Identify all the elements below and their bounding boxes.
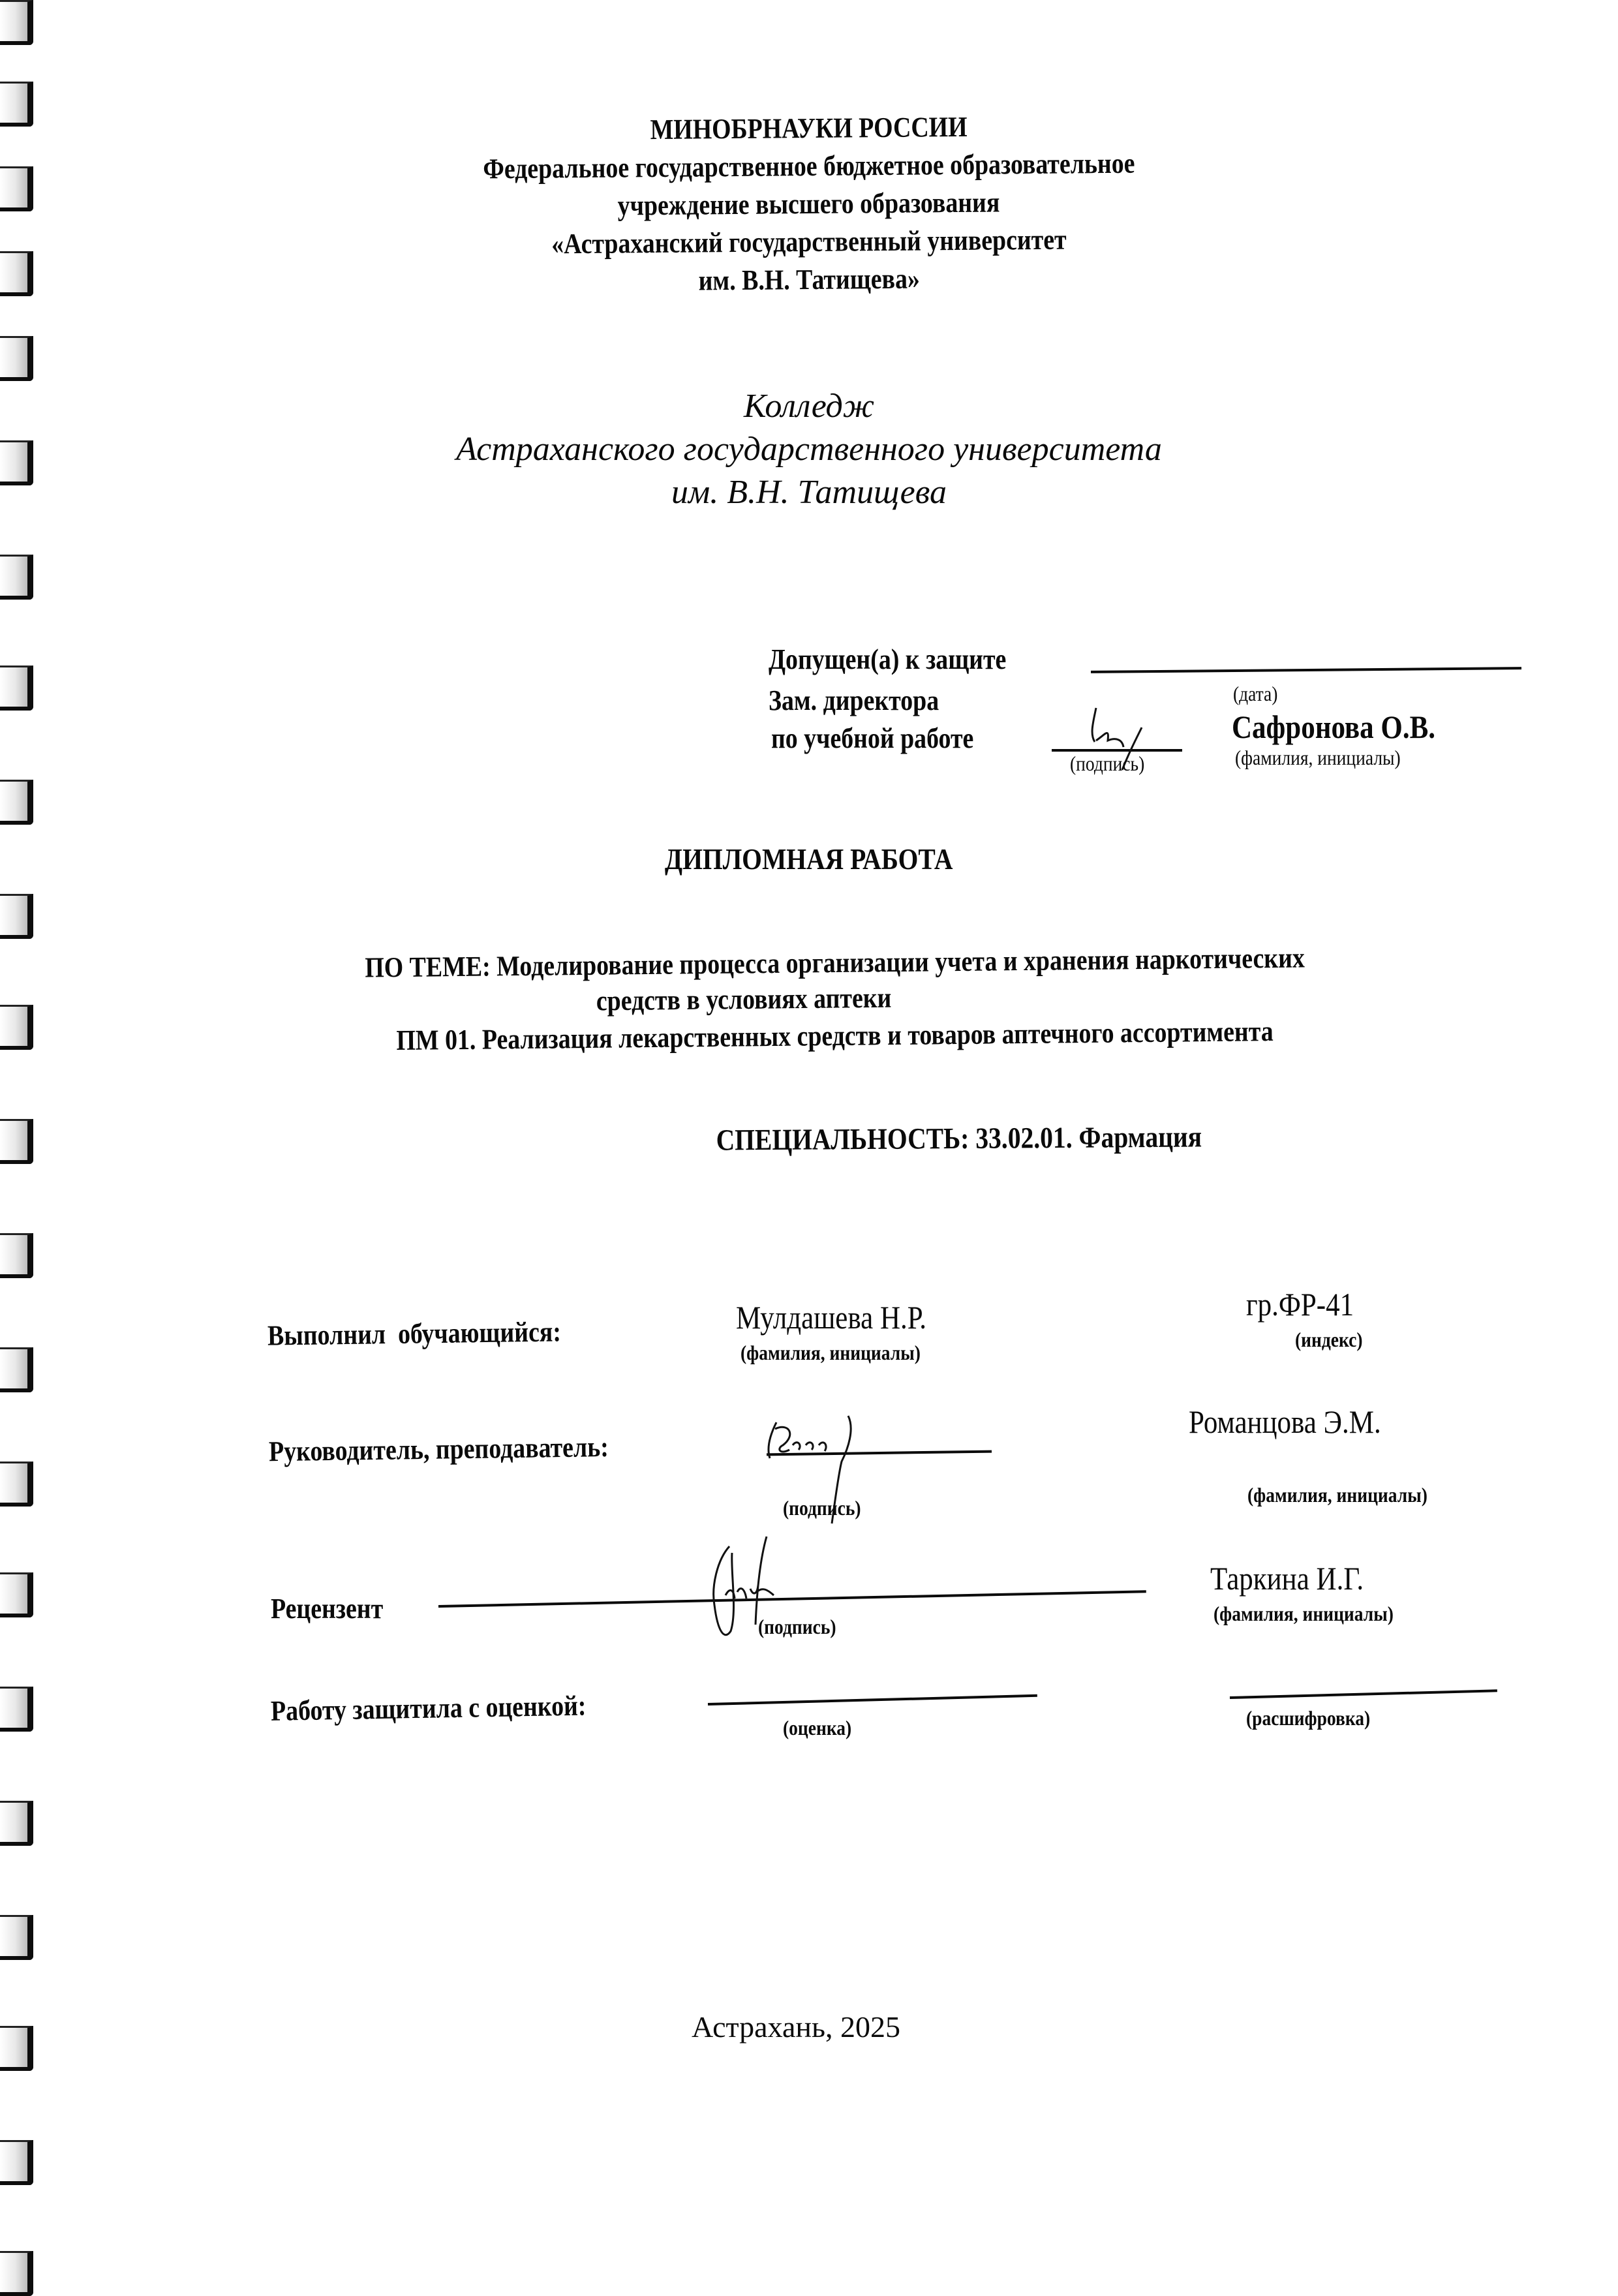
deputy-name-caption: (фамилия, инициалы) [1235,746,1401,769]
admitted-label: Допущен(а) к защите [769,643,1007,675]
college-eponym: им. В.Н. Татищева [671,474,947,511]
date-caption: (дата) [1233,682,1278,705]
student-name-caption: (фамилия, инициалы) [740,1341,921,1364]
binding-ring [0,1233,33,1278]
deputy-signature-caption: (подпись) [1070,752,1145,775]
student-label: Выполнил обучающийся: [267,1315,562,1352]
binding-ring [0,780,33,825]
supervisor-name: Романцова Э.М. [1189,1403,1381,1440]
city-year: Астрахань, 2025 [692,2010,900,2043]
binding-ring [0,555,33,600]
binding-ring [0,894,33,939]
student-name: Мулдашева Н.Р. [736,1299,927,1336]
ministry-name: МИНОБРНАУКИ РОССИИ [650,110,968,146]
binding-ring [0,2251,33,2296]
topic-block [0,941,1618,1057]
university-name: «Астраханский государственный университет [551,223,1067,260]
binding-ring [0,1687,33,1732]
grade-caption: (оценка) [783,1716,852,1739]
college-block [0,385,1618,514]
grade-line[interactable] [708,1694,1037,1706]
supervisor-name-caption: (фамилия, инициалы) [1247,1483,1427,1507]
institution-type-line-2: учреждение высшего образования [617,186,1001,222]
supervisor-signature-caption: (подпись) [783,1496,861,1520]
binding-ring [0,1915,33,1960]
topic-line-1: ПО ТЕМЕ: Моделирование процесса организации учета и хранения наркотических [365,941,1305,984]
reviewer-name: Таркина И.Г. [1210,1560,1364,1597]
reviewer-signature-line[interactable] [438,1590,1146,1608]
document-type: ДИПЛОМНАЯ РАБОТА [665,842,953,876]
college-university: Астраханского государственного университета [456,431,1162,468]
binding-ring [0,666,33,711]
student-group: гр.ФР-41 [1246,1286,1354,1323]
specialty: СПЕЦИАЛЬНОСТЬ: 33.02.01. Фармация [716,1120,1202,1157]
admission-date-line[interactable] [1091,667,1521,673]
binding-ring [0,1119,33,1164]
binding-ring [0,1462,33,1507]
institution-type-line-1: Федеральное государственное бюджетное образовательное [483,147,1135,185]
binding-ring [0,2140,33,2185]
reviewer-name-caption: (фамилия, инициалы) [1214,1602,1394,1625]
university-eponym: им. В.Н. Татищева» [698,262,920,297]
binding-ring [0,1801,33,1846]
grade-label: Работу защитила с оценкой: [270,1689,587,1727]
deputy-name: Сафронова О.В. [1232,709,1436,745]
binding-ring [0,1572,33,1617]
binding-ring [0,1347,33,1392]
binding-ring [0,0,33,45]
reviewer-label: Рецензент [271,1593,384,1625]
supervisor-label: Руководитель, преподаватель: [268,1430,609,1468]
student-group-caption: (индекс) [1295,1328,1363,1351]
deputy-label-1: Зам. директора [769,684,939,716]
deputy-label-2: по учебной работе [771,722,974,754]
reviewer-signature-caption: (подпись) [758,1615,836,1638]
binding-ring [0,336,33,381]
module-line: ПМ 01. Реализация лекарственных средств и товаров аптечного ассортимента [396,1015,1274,1057]
grade-decoding-caption: (расшифровка) [1246,1706,1371,1730]
grade-decoding-line[interactable] [1230,1689,1497,1699]
topic-line-2: средств в условиях аптеки [596,981,892,1017]
college-title: Колледж [743,388,875,425]
institution-header [0,110,1618,299]
